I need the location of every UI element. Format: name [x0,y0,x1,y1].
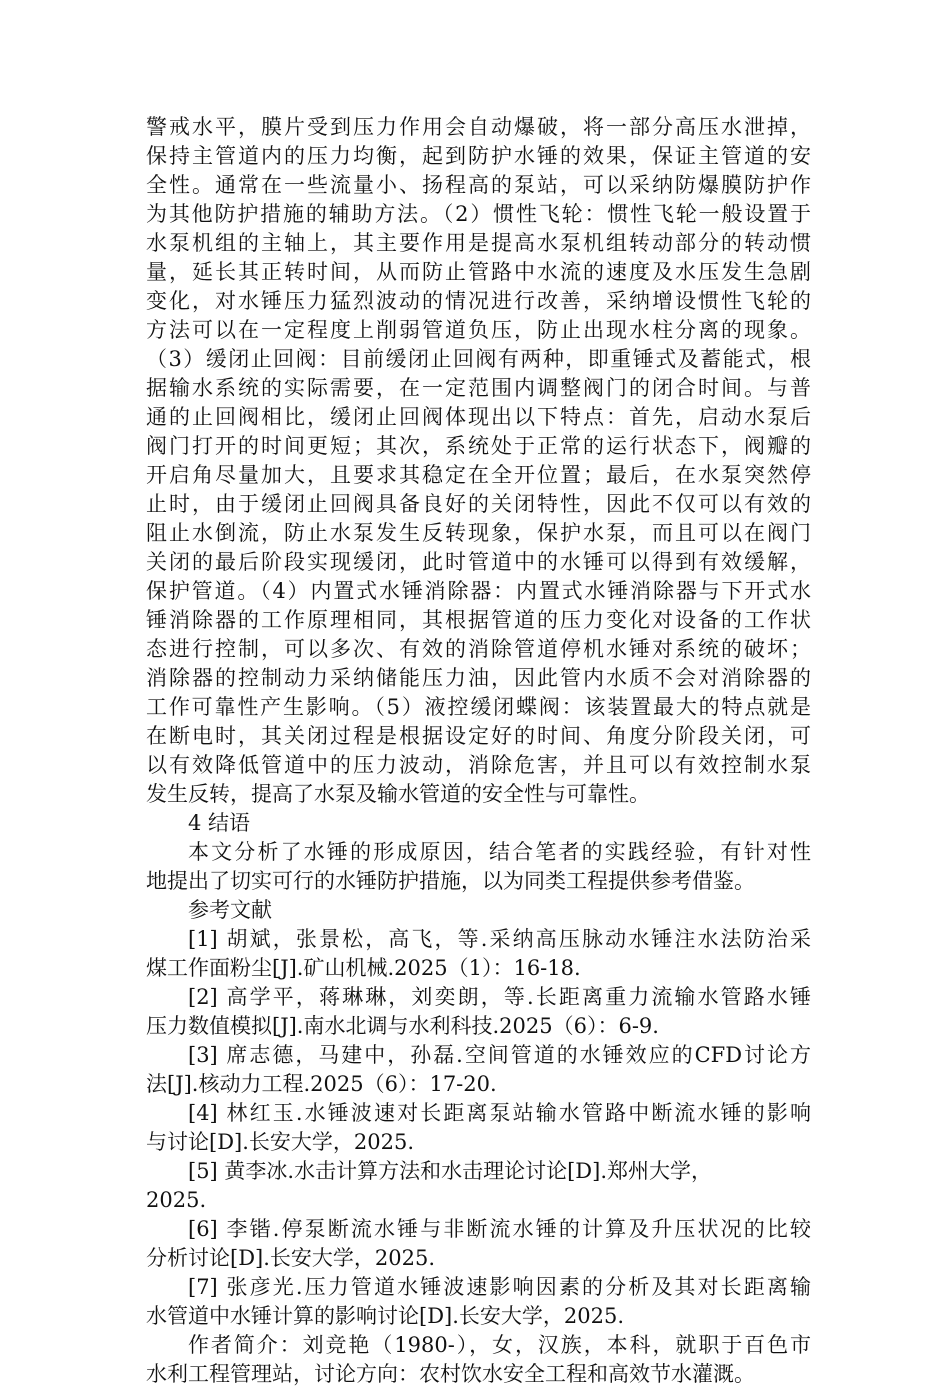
body-line: 态进行控制，可以多次、有效的消除管道停机水锤对系统的破坏； [146,637,811,661]
reference-line: 分析讨论[D].长安大学，2025. [146,1246,436,1270]
author-line: 作者简介：刘竞艳（1980-），女，汉族，本科，就职于百色市 [188,1333,811,1357]
body-line: 阻止水倒流，防止水泵发生反转现象，保护水泵，而且可以在阀门 [146,521,811,545]
body-line: 量，延长其正转时间，从而防止管路中水流的速度及水压发生急剧 [146,260,811,284]
references-heading: 参考文献 [188,898,272,922]
body-line: 为其他防护措施的辅助方法。（2）惯性飞轮：惯性飞轮一般设置于 [146,202,811,226]
section-heading: 4 结语 [188,811,251,835]
reference-line: 法[J].核动力工程.2025（6）：17-20. [146,1072,497,1096]
body-line: 在断电时，其关闭过程是根据设定好的时间、角度分阶段关闭，可 [146,724,811,748]
body-line: 锤消除器的工作原理相同，其根据管道的压力变化对设备的工作状 [146,608,811,632]
body-line: 通的止回阀相比，缓闭止回阀体现出以下特点：首先，启动水泵后 [146,405,811,429]
document-page [146,113,811,1389]
body-line: 发生反转，提高了水泵及输水管道的安全性与可靠性。 [146,782,650,806]
reference-line: [3] 席志德，马建中，孙磊.空间管道的水锤效应的CFD讨论方 [188,1043,811,1067]
body-line: 变化，对水锤压力猛烈波动的情况进行改善，采纳增设惯性飞轮的 [146,289,811,313]
body-line: 以有效降低管道中的压力波动，消除危害，并且可以有效控制水泵 [146,753,811,777]
reference-line: [1] 胡斌，张景松，高飞，等.采纳高压脉动水锤注水法防治采 [188,927,811,951]
reference-line: [7] 张彦光.压力管道水锤波速影响因素的分析及其对长距离输 [188,1275,811,1299]
body-line: 关闭的最后阶段实现缓闭，此时管道中的水锤可以得到有效缓解， [146,550,811,574]
body-line: 保持主管道内的压力均衡，起到防护水锤的效果，保证主管道的安 [146,144,811,168]
conclusion-line: 本文分析了水锤的形成原因，结合笔者的实践经验，有针对性 [188,840,811,864]
reference-line: 2025. [146,1188,207,1212]
reference-line: [2] 高学平，蒋琳琳，刘奕朗，等.长距离重力流输水管路水锤 [188,985,811,1009]
body-line: 开启角尽量加大，且要求其稳定在全开位置；最后，在水泵突然停 [146,463,811,487]
author-bio [146,1331,811,1389]
body-line: 水泵机组的主轴上，其主要作用是提高水泵机组转动部分的转动惯 [146,231,811,255]
body-line: 方法可以在一定程度上削弱管道负压，防止出现水柱分离的现象。 [146,318,811,342]
body-line: 消除器的控制动力采纳储能压力油，因此管内水质不会对消除器的 [146,666,811,690]
body-line: 止时，由于缓闭止回阀具备良好的关闭特性，因此不仅可以有效的 [146,492,811,516]
reference-line: 压力数值模拟[J].南水北调与水利科技.2025（6）：6-9. [146,1014,659,1038]
body-line: （3）缓闭止回阀：目前缓闭止回阀有两种，即重锤式及蓄能式，根 [146,347,811,371]
body-line: 工作可靠性产生影响。（5）液控缓闭蝶阀：该装置最大的特点就是 [146,695,811,719]
reference-line: [4] 林红玉.水锤波速对长距离泵站输水管路中断流水锤的影响 [188,1101,811,1125]
body-line: 全性。通常在一些流量小、扬程高的泵站，可以采纳防爆膜防护作 [146,173,811,197]
references-section [146,896,811,1331]
reference-line: 煤工作面粉尘[J].矿山机械.2025（1）：16-18. [146,956,581,980]
body-paragraph [146,113,811,809]
body-line: 警戒水平，膜片受到压力作用会自动爆破，将一部分高压水泄掉， [146,115,811,139]
author-line: 水利工程管理站，讨论方向：农村饮水安全工程和高效节水灌溉。 [146,1362,755,1386]
body-line: 阀门打开的时间更短；其次，系统处于正常的运行状态下，阀瓣的 [146,434,811,458]
conclusion-line: 地提出了切实可行的水锤防护措施，以为同类工程提供参考借鉴。 [146,869,755,893]
body-line: 保护管道。（4）内置式水锤消除器：内置式水锤消除器与下开式水 [146,579,811,603]
reference-line: 水管道中水锤计算的影响讨论[D].长安大学，2025. [146,1304,625,1328]
reference-line: [5] 黄李冰.水击计算方法和水击理论讨论[D].郑州大学， [188,1159,712,1183]
reference-line: 与讨论[D].长安大学，2025. [146,1130,415,1154]
reference-line: [6] 李锴.停泵断流水锤与非断流水锤的计算及升压状况的比较 [188,1217,811,1241]
conclusion-section [146,809,811,896]
body-line: 据输水系统的实际需要，在一定范围内调整阀门的闭合时间。与普 [146,376,811,400]
